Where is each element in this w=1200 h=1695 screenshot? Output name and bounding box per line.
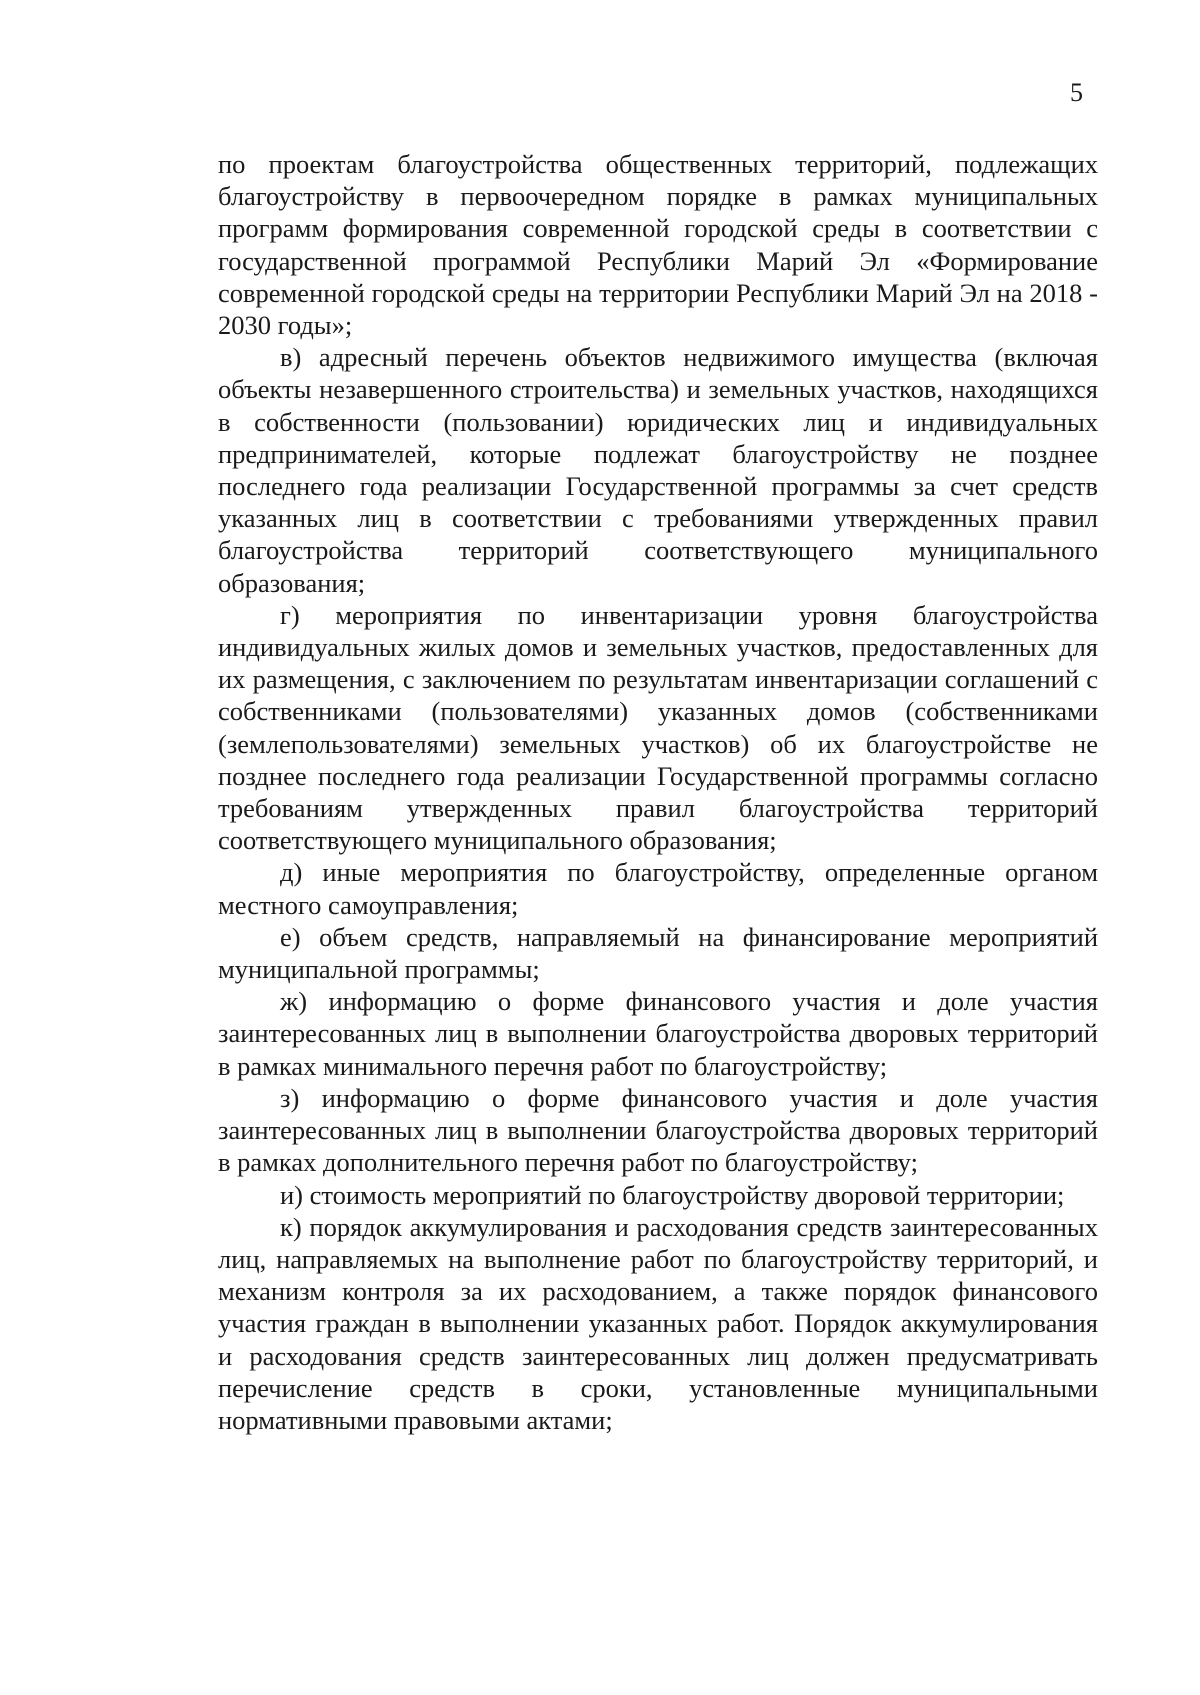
page-number: 5 xyxy=(1070,78,1083,107)
paragraph-item-e: е) объем средств, направляемый на финансирование мероприятий муниципальной программы; xyxy=(218,921,1098,985)
paragraph-item-i: и) стоимость мероприятий по благоустройству дворовой территории; xyxy=(280,1179,1065,1210)
paragraph-item-zh: ж) информацию о форме финансового участия и доле участия заинтересованных лиц в выполнении благоустройства дворовых территорий в рамках минимального перечня работ по благоустройству; xyxy=(218,986,1098,1081)
paragraph-item-z: з) информацию о форме финансового участия и доле участия заинтересованных лиц в выполнении благоустройства дворовых территорий в рамках дополнительного перечня работ по благоустройству; xyxy=(218,1082,1098,1178)
paragraph-item-g: г) мероприятия по инвентаризации уровня благоустройства индивидуальных жилых домов и земельных участков, предоставленных для их размещения, с заключением по результатам инвентаризации соглашений с собственниками (пользователями) указанных домов (собственниками (землепользователями) земельных участков) об их благоустройстве не позднее последнего года реализации Государственной программы согласно требованиям утвержденных правил благоустройства территорий соответствующего муниципального образования; xyxy=(218,599,1098,856)
paragraph-item-d: д) иные мероприятия по благоустройству, определенные органом местного самоуправления; xyxy=(218,857,1098,920)
document-body xyxy=(218,148,1098,1436)
paragraph-item-v: в) адресный перечень объектов недвижимого имущества (включая объекты незавершенного строительства) и земельных участков, находящихся в собственности (пользовании) юридических лиц и индивидуальных предпринимателей, которые подлежат благоустройству не позднее последнего года реализации Государственной программы за счет средств указанных лиц в соответствии с требованиями утвержденных правил благоустройства территорий соответствующего муниципального образования; xyxy=(218,342,1098,598)
paragraph-continuation: по проектам благоустройства общественных территорий, подлежащих благоустройству в первоочередном порядке в рамках муниципальных программ формирования современной городской среды в соответствии с государственной программой Республики Марий Эл «Формирование современной городской среды на территории Республики Марий Эл на 2018 - 2030 годы»; xyxy=(218,149,1098,341)
paragraph-item-k: к) порядок аккумулирования и расходования средств заинтересованных лиц, направляемых на выполнение работ по благоустройству территорий, и механизм контроля за их расходованием, а также порядок финансового участия граждан в выполнении указанных работ. Порядок аккумулирования и расходования средств заинтересованных лиц должен предусматривать перечисление средств в сроки, установленные муниципальными нормативными правовыми актами; xyxy=(218,1211,1098,1435)
